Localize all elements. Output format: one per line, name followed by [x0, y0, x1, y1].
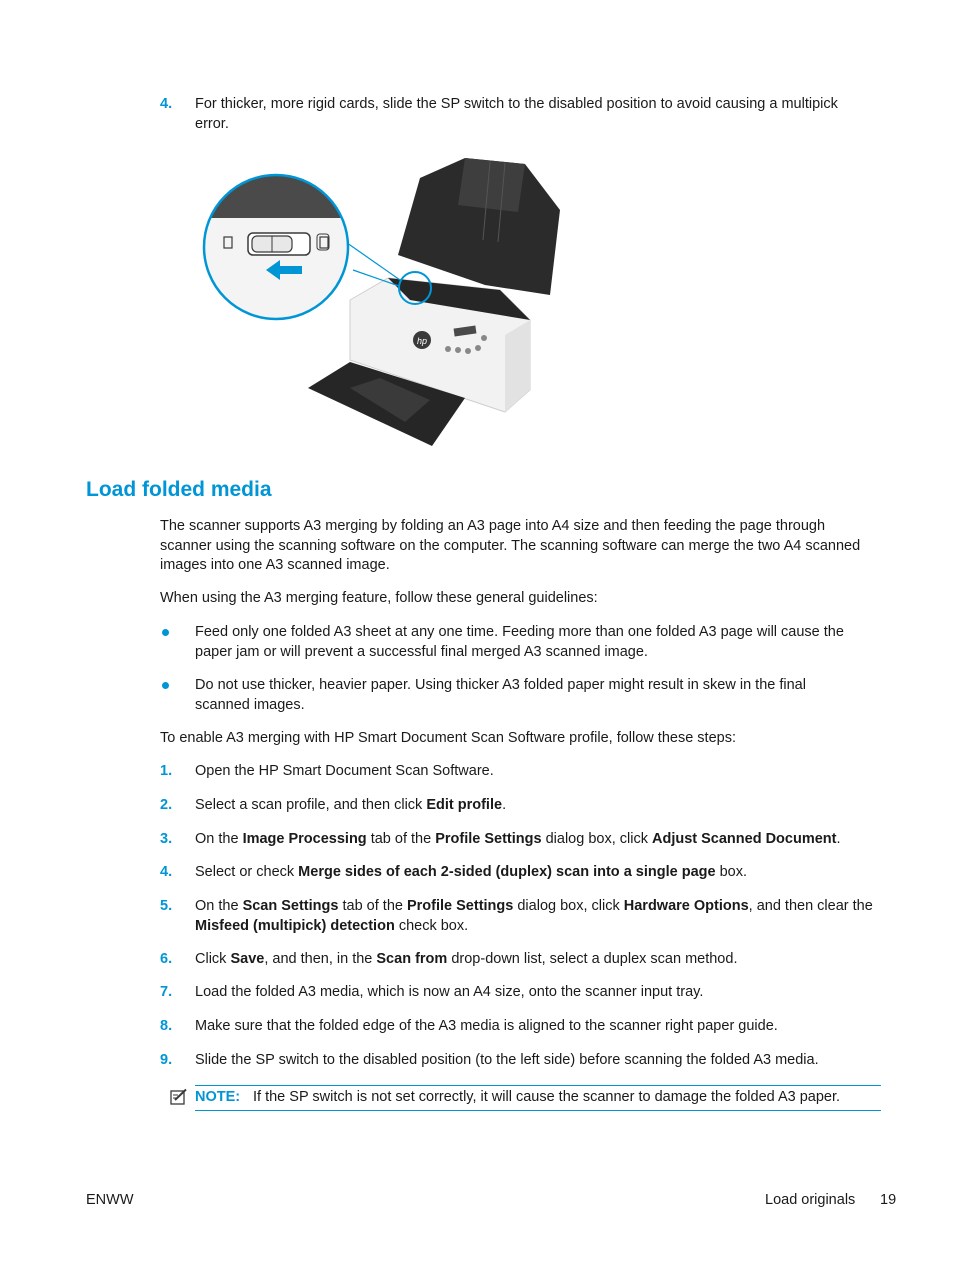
step-number: 1. — [160, 763, 173, 779]
step-number: 4. — [160, 96, 173, 112]
note-text: If the SP switch is not set correctly, it will cause the scanner to damage the folded A3 paper. — [253, 1089, 841, 1105]
step-number: 5. — [160, 898, 173, 914]
intro-line: scanner using the scanning software on the computer. The scanning software can merge the two A4 scanned — [160, 537, 861, 554]
bullet-line: Feed only one folded A3 sheet at any one time. Feeding more than one folded A3 page will cause the — [195, 624, 844, 640]
ui-term: Edit profile — [426, 797, 503, 813]
step-text-run: Select or check — [195, 864, 299, 880]
bullet-text — [195, 676, 885, 715]
intro-paragraph — [160, 517, 885, 576]
steps-intro: To enable A3 merging with HP Smart Document Scan Software profile, follow these steps: — [160, 730, 736, 746]
step-text-run: On the — [195, 898, 243, 914]
panel-button — [481, 335, 487, 341]
panel-button — [475, 345, 481, 351]
panel-button — [455, 347, 461, 353]
step-number: 2. — [160, 797, 173, 813]
note-pencil-icon — [170, 1088, 188, 1106]
intro-line: images into one A3 scanned image. — [160, 557, 390, 573]
ui-term: Adjust Scanned Document — [651, 831, 837, 847]
step-text-run: box. — [715, 864, 747, 880]
step-text-line — [195, 917, 885, 937]
section-title: Load folded media — [86, 478, 272, 501]
ui-term: Hardware Options — [623, 898, 749, 914]
step-text — [195, 897, 885, 936]
ui-term: Scan Settings — [242, 898, 339, 914]
step-number: 6. — [160, 951, 173, 967]
step-number: 7. — [160, 984, 173, 1000]
ui-term: Merge sides of each 2-sided (duplex) scan into a single page — [298, 864, 716, 880]
ui-term: Misfeed (multipick) detection — [195, 917, 395, 934]
zoom-inset — [200, 170, 360, 330]
step-text — [195, 796, 885, 816]
footer-section: Load originals — [765, 1192, 856, 1208]
step-text-run: , and then clear the — [748, 898, 873, 914]
ui-term: Profile Settings — [406, 898, 514, 914]
note-label: NOTE: — [195, 1089, 241, 1105]
bullet-line: scanned images. — [195, 696, 305, 713]
hp-logo-text: hp — [416, 336, 428, 346]
step-text-run: dialog box, click — [513, 898, 624, 914]
ui-term: Profile Settings — [435, 831, 542, 847]
step-number: 8. — [160, 1018, 173, 1034]
step-text-run: tab of the — [338, 898, 407, 914]
step-text: Slide the SP switch to the disabled position (to the left side) before scanning the folded A3 media. — [195, 1052, 819, 1068]
step-number: 9. — [160, 1052, 173, 1068]
ui-term: Save — [230, 951, 265, 967]
step-text-run: dialog box, click — [541, 831, 652, 847]
tray-extension — [458, 158, 525, 212]
step-text-line: For thicker, more rigid cards, slide the SP switch to the disabled position to avoid causing a multipick — [195, 96, 838, 112]
bullet-icon — [162, 682, 169, 689]
step-text: Load the folded A3 media, which is now an A4 size, onto the scanner input tray. — [195, 984, 704, 1000]
panel-button — [465, 348, 471, 354]
step-text — [195, 950, 885, 970]
step-text: Make sure that the folded edge of the A3 media is aligned to the scanner right paper guide. — [195, 1018, 778, 1034]
bullet-line: Do not use thicker, heavier paper. Using thicker A3 folded paper might result in skew in the final — [195, 677, 806, 693]
bullet-text — [195, 623, 885, 662]
bullet-line: paper jam or will prevent a successful final merged A3 scanned image. — [195, 643, 648, 660]
step-text-line — [195, 897, 885, 917]
panel-button — [445, 346, 451, 352]
step-text-run: Click — [195, 951, 231, 967]
step-text — [195, 863, 885, 883]
bullet-icon — [162, 629, 169, 636]
step-text — [195, 95, 885, 134]
step-text-run: Select a scan profile, and then click — [195, 797, 427, 813]
scanner-illustration — [200, 150, 570, 450]
intro-line: The scanner supports A3 merging by folding an A3 page into A4 size and then feeding the page through — [160, 518, 826, 534]
ui-term: Scan from — [376, 951, 448, 967]
guidelines-intro: When using the A3 merging feature, follow these general guidelines: — [160, 590, 598, 606]
step-text-line: error. — [195, 115, 229, 132]
note-box — [195, 1085, 881, 1111]
footer-left: ENWW — [86, 1192, 134, 1208]
step-number: 4. — [160, 864, 173, 880]
step-number: 3. — [160, 831, 173, 847]
page-number: 19 — [880, 1192, 897, 1208]
step-text-run: . — [836, 831, 841, 847]
step-text-run: . — [502, 797, 507, 813]
step-text: Open the HP Smart Document Scan Software. — [195, 763, 494, 779]
step-text-run: , and then, in the — [264, 951, 377, 967]
step-text-run: tab of the — [366, 831, 436, 847]
step-text-run: check box. — [394, 917, 469, 934]
ui-term: Image Processing — [242, 831, 367, 847]
step-text — [195, 830, 885, 850]
step-text-run: drop-down list, select a duplex scan method. — [447, 951, 738, 967]
step-text-run: On the — [195, 831, 243, 847]
